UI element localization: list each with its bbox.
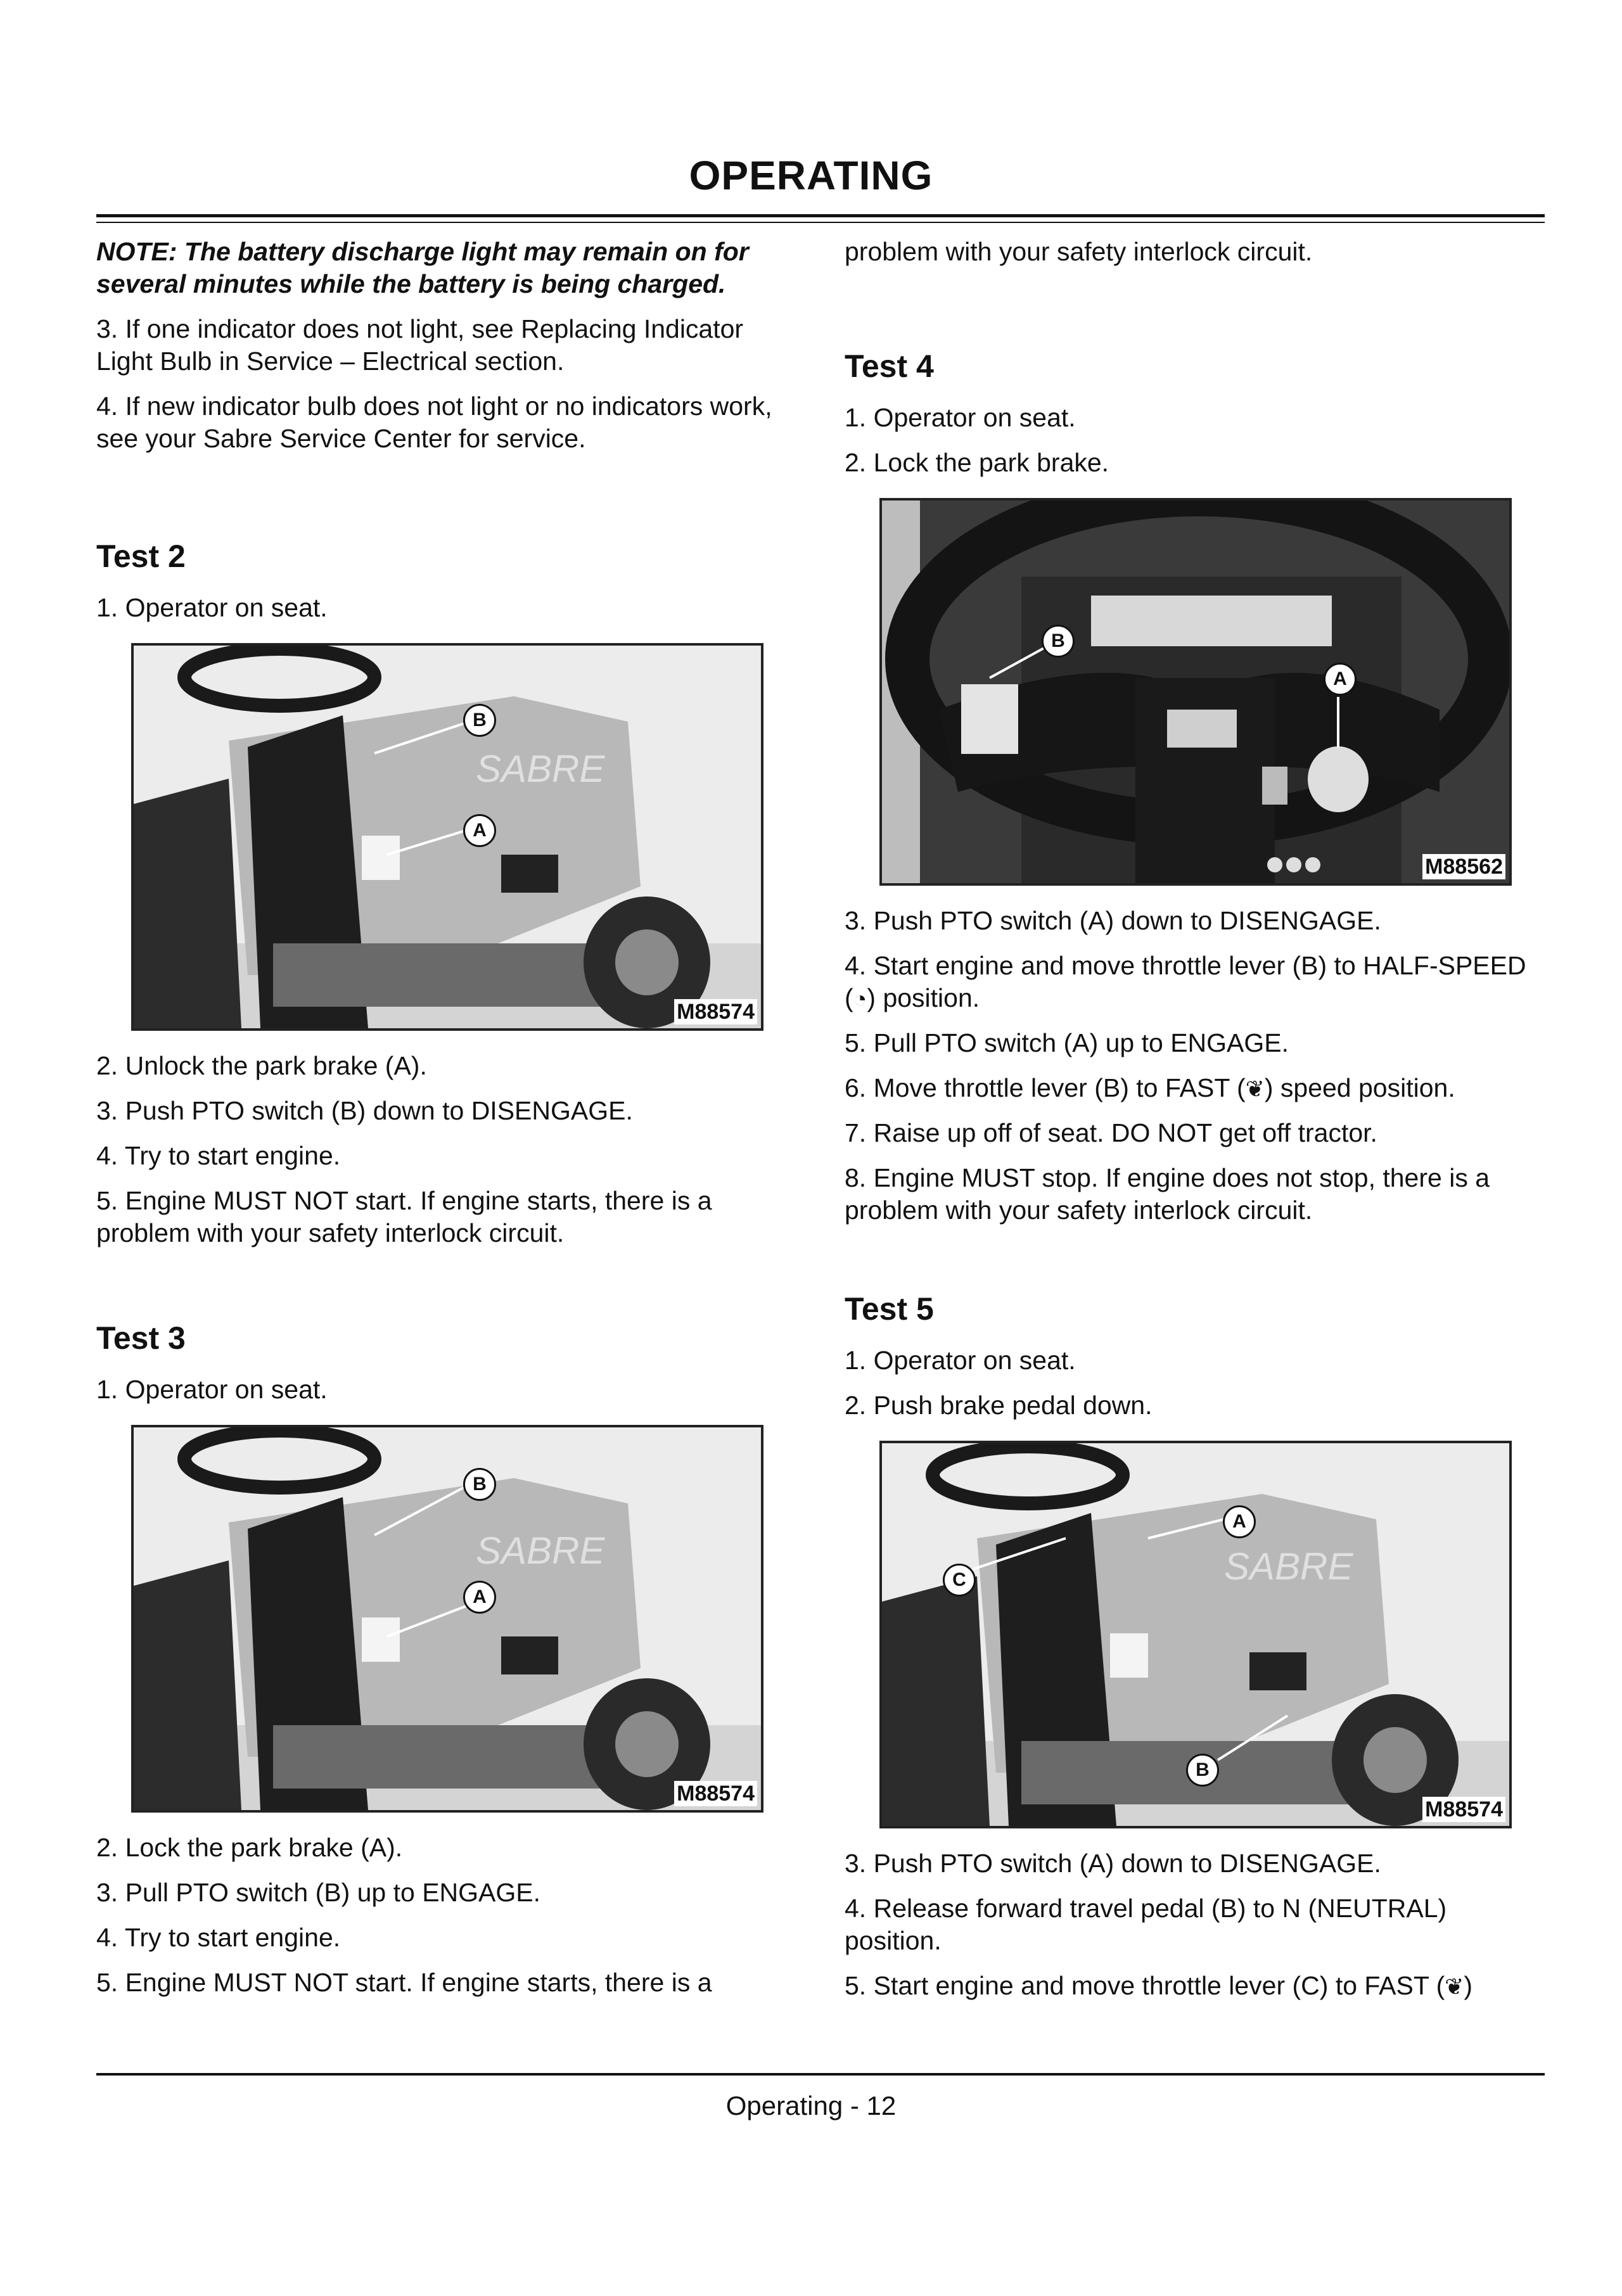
test5-heading: Test 5 <box>845 1291 934 1327</box>
callout-b: B <box>1042 625 1075 658</box>
right-column <box>845 236 1538 2015</box>
svg-text:SABRE: SABRE <box>1224 1545 1353 1588</box>
test3-heading: Test 3 <box>96 1320 186 1356</box>
svg-text:SABRE: SABRE <box>476 1529 605 1572</box>
test2-step: 3. Push PTO switch (B) down to DISENGAGE. <box>96 1096 633 1125</box>
test3-figure <box>131 1425 763 1813</box>
test4-step: 5. Pull PTO switch (A) up to ENGAGE. <box>845 1028 1289 1057</box>
intro-item: 3. If one indicator does not light, see Replacing Indicator Light Bulb in Service – Electrical section. <box>96 314 744 376</box>
test3-step: 4. Try to start engine. <box>96 1923 341 1952</box>
test4-step: 4. Start engine and move throttle lever (B) to HALF-SPEED (◔) position. <box>845 951 1526 1012</box>
steering-wheel-photo <box>882 501 1509 883</box>
figure-code: M88574 <box>674 999 757 1024</box>
test5-step: 1. Operator on seat. <box>845 1346 1076 1375</box>
header-rule <box>96 214 1545 217</box>
test2-figure <box>131 643 763 1031</box>
test4-step: 1. Operator on seat. <box>845 403 1076 432</box>
test5-step: 2. Push brake pedal down. <box>845 1391 1153 1420</box>
test4-step: 6. Move throttle lever (B) to FAST (❦) speed position. <box>845 1073 1455 1102</box>
callout-b: B <box>1186 1754 1219 1787</box>
test5-figure <box>879 1441 1512 1828</box>
test4-step: 2. Lock the park brake. <box>845 448 1109 477</box>
test5-step: 3. Push PTO switch (A) down to DISENGAGE. <box>845 1849 1381 1878</box>
test2-step: 2. Unlock the park brake (A). <box>96 1051 427 1080</box>
callout-a: A <box>1223 1505 1256 1538</box>
test5-step: 5. Start engine and move throttle lever (C) to FAST (❦) <box>845 1971 1473 2000</box>
test4-figure <box>879 498 1512 886</box>
callout-a: A <box>463 1581 496 1614</box>
figure-code: M88574 <box>674 1781 757 1806</box>
test4-step: 3. Push PTO switch (A) down to DISENGAGE. <box>845 906 1381 935</box>
continued-text: problem with your safety interlock circuit. <box>845 237 1313 266</box>
tractor-photo <box>134 1427 761 1810</box>
test4-heading: Test 4 <box>845 348 934 384</box>
callout-a: A <box>1324 663 1357 696</box>
header-rule-thin <box>96 222 1545 223</box>
test3-step: 1. Operator on seat. <box>96 1375 328 1404</box>
test5-step: 4. Release forward travel pedal (B) to N (NEUTRAL) position. <box>845 1894 1447 1955</box>
tractor-photo <box>134 646 761 1028</box>
battery-note: NOTE: The battery discharge light may remain on for several minutes while the battery is being charged. <box>96 237 749 298</box>
figure-code: M88574 <box>1422 1797 1505 1822</box>
intro-item: 4. If new indicator bulb does not light or no indicators work, see your Sabre Service Center for service. <box>96 392 772 453</box>
test3-step: 2. Lock the park brake (A). <box>96 1833 403 1862</box>
callout-a: A <box>463 814 496 847</box>
callout-b: B <box>463 1468 496 1501</box>
test2-heading: Test 2 <box>96 539 186 574</box>
callout-c: C <box>943 1564 976 1597</box>
test4-step: 8. Engine MUST stop. If engine does not stop, there is a problem with your safety interlock circuit. <box>845 1163 1490 1225</box>
test3-step: 5. Engine MUST NOT start. If engine starts, there is a <box>96 1968 712 1997</box>
test2-step: 5. Engine MUST NOT start. If engine starts, there is a problem with your safety interlock circuit. <box>96 1186 712 1247</box>
page-footer: Operating - 12 <box>725 2091 897 2121</box>
footer-rule <box>96 2073 1545 2076</box>
test2-step: 4. Try to start engine. <box>96 1141 341 1170</box>
turtle-icon: ◔ <box>853 986 867 1012</box>
page-title: OPERATING <box>689 153 933 198</box>
test3-step: 3. Pull PTO switch (B) up to ENGAGE. <box>96 1878 541 1907</box>
rabbit-icon: ❦ <box>1445 1974 1464 1999</box>
test4-step: 7. Raise up off of seat. DO NOT get off tractor. <box>845 1118 1377 1147</box>
left-column <box>96 236 790 2012</box>
rabbit-icon: ❦ <box>1245 1076 1265 1102</box>
callout-b: B <box>463 704 496 737</box>
test2-step: 1. Operator on seat. <box>96 593 328 622</box>
svg-text:SABRE: SABRE <box>476 748 605 790</box>
figure-code: M88562 <box>1422 854 1505 879</box>
